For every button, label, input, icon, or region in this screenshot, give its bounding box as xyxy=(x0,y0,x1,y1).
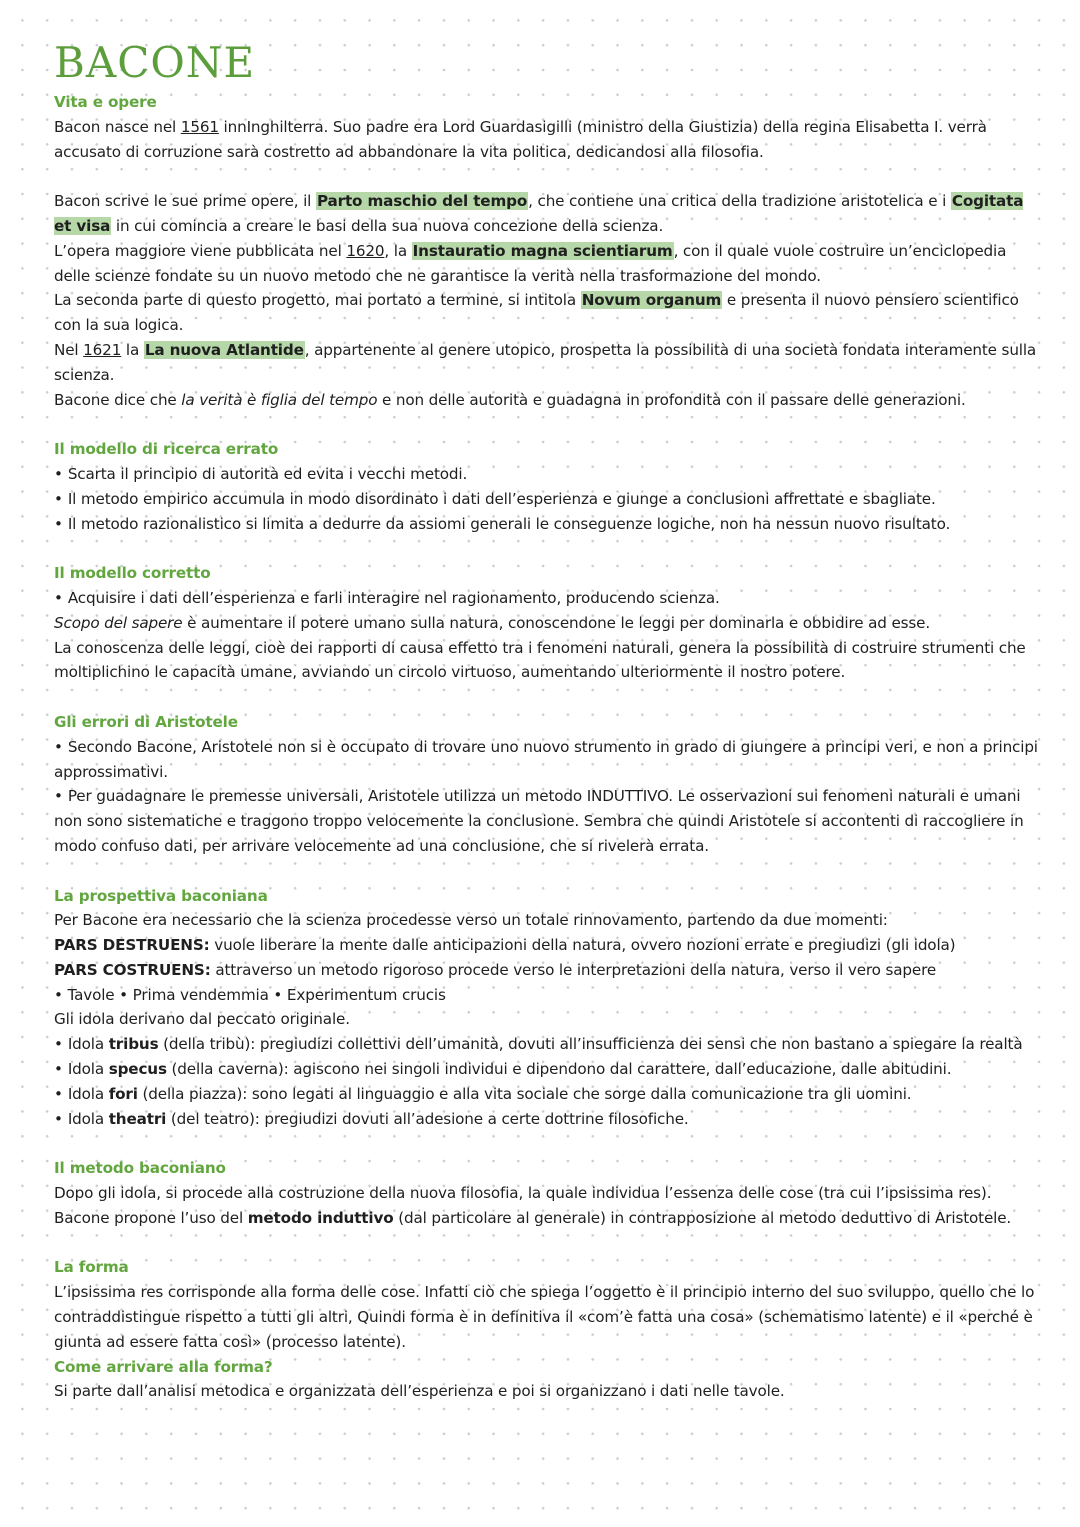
paragraph: Si parte dall’analisi metodica e organizzata dell’esperienza e poi si organizzano i dati nelle tavole. xyxy=(54,1382,785,1401)
section-heading: Gli errori di Aristotele xyxy=(54,712,238,731)
year: 1561 xyxy=(180,117,219,136)
highlighted-work: Instauratio magna scientiarum xyxy=(412,241,673,260)
section-vita-e-opere xyxy=(54,90,1044,412)
year: 1620 xyxy=(346,241,385,260)
section-modello-errato xyxy=(54,437,1044,536)
highlighted-work: Cogitata et visa xyxy=(54,192,1024,235)
paragraph: Nel 1621 la La nuova Atlantide, appartenente al genere utopico, prospetta la possibilità di una società fondata interamente sulla scienza. xyxy=(54,340,1037,384)
list-item: • Idola tribus (della tribù): pregiudizi collettivi dell’umanità, dovuti all’insufficienza dei sensi che non bastano a spiegare la realtà xyxy=(54,1032,1044,1057)
paragraph: Per Bacone era necessario che la scienza procedesse verso un totale rinnovamento, partendo da due momenti: xyxy=(54,911,888,930)
page-title: BACONE xyxy=(54,38,256,87)
paragraph: Scopo del sapere è aumentare il potere umano sulla natura, conoscendone le leggi per dominarla e obbidire ad esse. xyxy=(54,613,931,632)
section-errori-aristotele xyxy=(54,710,1044,859)
section-la-forma xyxy=(54,1255,1044,1404)
paragraph: L’ipsissima res corrisponde alla forma delle cose. Infatti ciò che spiega l’oggetto è il principio interno del suo sviluppo, quello che lo contraddistingue rispetto a tutti gli altri, Quindi forma è in definitiva il «com’è fatta una cosa» (schematismo latente) e il «perché è giunta ad essere fatta così» (processo latente). xyxy=(54,1283,1035,1351)
paragraph: Bacon nasce nel 1561 innInghilterra. Suo padre era Lord Guardasigilli (ministro della Giustizia) della regina Elisabetta I. verrà accusato di corruzione sarà costretto ad abbandonare la vita politica, dedicandosi alla filosofia. xyxy=(54,117,987,161)
paragraph: PARS COSTRUENS: attraverso un metodo rigoroso procede verso le interpretazioni della natura, verso il vero sapere xyxy=(54,960,937,979)
list-item: • Acquisire i dati dell’esperienza e farli interagire nel ragionamento, producendo scienza. xyxy=(54,586,1044,611)
list-item: • Per guadagnare le premesse universali, Aristotele utilizza un metodo INDUTTIVO. Le osservazioni sui fenomeni naturali e umani non sono sistematiche e traggono troppo velocemente la conclusione. Sembra che quindi Aristotele si accontenti di raccogliere in modo confuso dati, per arrivare velocemente ad una conclusione, che si rivelerà errata. xyxy=(54,784,1044,858)
paragraph: Bacone dice che la verità è figlia del tempo e non delle autorità e guadagna in profondità con il passare delle generazioni. xyxy=(54,390,966,409)
paragraph: Gli idola derivano dal peccato originale. xyxy=(54,1010,350,1029)
paragraph: PARS DESTRUENS: vuole liberare la mente dalle anticipazioni della natura, ovvero nozioni errate e pregiudizi (gli idola) xyxy=(54,936,956,955)
section-metodo-baconiano xyxy=(54,1156,1044,1230)
list-item: • Scarta il principio di autorità ed evita i vecchi metodi. xyxy=(54,462,1044,487)
paragraph: La seconda parte di questo progetto, mai portato a termine, si intitola Novum organum e presenta il nuovo pensiero scientifico con la sua logica. xyxy=(54,291,1019,335)
paragraph: Dopo gli idola, si procede alla costruzione della nuova filosofia, la quale individua l’essenza delle cose (tra cui l’ipsissima res). Bacone propone l’uso del metodo induttivo (dal particolare al generale) in contrapposizione al metodo deduttivo di Aristotele. xyxy=(54,1184,1012,1227)
section-prospettiva-baconiana xyxy=(54,884,1044,1132)
list-item: • Secondo Bacone, Aristotele non si è occupato di trovare uno nuovo strumento in grado di giungere a principi veri, e non a principi approssimativi. xyxy=(54,735,1044,785)
year: 1621 xyxy=(83,340,122,359)
section-heading: Vita e opere xyxy=(54,93,157,111)
section-heading: Il modello corretto xyxy=(54,564,211,583)
document-page xyxy=(54,38,1044,1404)
section-heading: Il metodo baconiano xyxy=(54,1159,226,1178)
highlighted-work: Novum organum xyxy=(581,291,722,310)
highlighted-work: Parto maschio del tempo xyxy=(316,192,528,211)
paragraph: Bacon scrive le sue prime opere, il Parto maschio del tempo, che contiene una critica della tradizione aristotelica e i Cogitata et visa in cui comincia a creare le basi della sua nuova concezione della scienza. xyxy=(54,192,1024,235)
list-item: • Il metodo razionalistico si limita a dedurre da assiomi generali le conseguenze logiche, non ha nessun nuovo risultato. xyxy=(54,512,1044,537)
list-item: • Idola fori (della piazza): sono legati al linguaggio e alla vita sociale che sorge dalla comunicazione tra gli uomini. xyxy=(54,1082,1044,1107)
paragraph: • Tavole • Prima vendemmia • Experimentum crucis xyxy=(54,985,446,1004)
section-heading: La forma xyxy=(54,1258,129,1277)
highlighted-work: La nuova Atlantide xyxy=(144,340,304,359)
section-heading: Il modello di ricerca errato xyxy=(54,440,279,459)
section-modello-corretto xyxy=(54,561,1044,685)
list-item: • Idola specus (della caverna): agiscono nei singoli individui e dipendono dal carattere, dall’educazione, dalle abitudini. xyxy=(54,1057,1044,1082)
section-subheading: Come arrivare alla forma? xyxy=(54,1357,273,1376)
paragraph: L’opera maggiore viene pubblicata nel 1620, la Instauratio magna scientiarum, con il quale vuole costruire un’enciclopedia delle scienze fondate su un nuovo metodo che ne garantisce la verità nella trasformazione del mondo. xyxy=(54,241,1007,285)
paragraph: La conoscenza delle leggi, cioè dei rapporti di causa effetto tra i fenomeni naturali, genera la possibilità di costruire strumenti che moltiplichino le capacità umane, avviando un circolo virtuoso, aumentando ulteriormente il nostro potere. xyxy=(54,638,1026,682)
list-item: • Il metodo empirico accumula in modo disordinato i dati dell’esperienza e giunge a conclusioni affrettate e sbagliate. xyxy=(54,487,1044,512)
list-item: • Idola theatri (del teatro): pregiudizi dovuti all’adesione a certe dottrine filosofiche. xyxy=(54,1107,1044,1132)
section-heading: La prospettiva baconiana xyxy=(54,886,268,905)
